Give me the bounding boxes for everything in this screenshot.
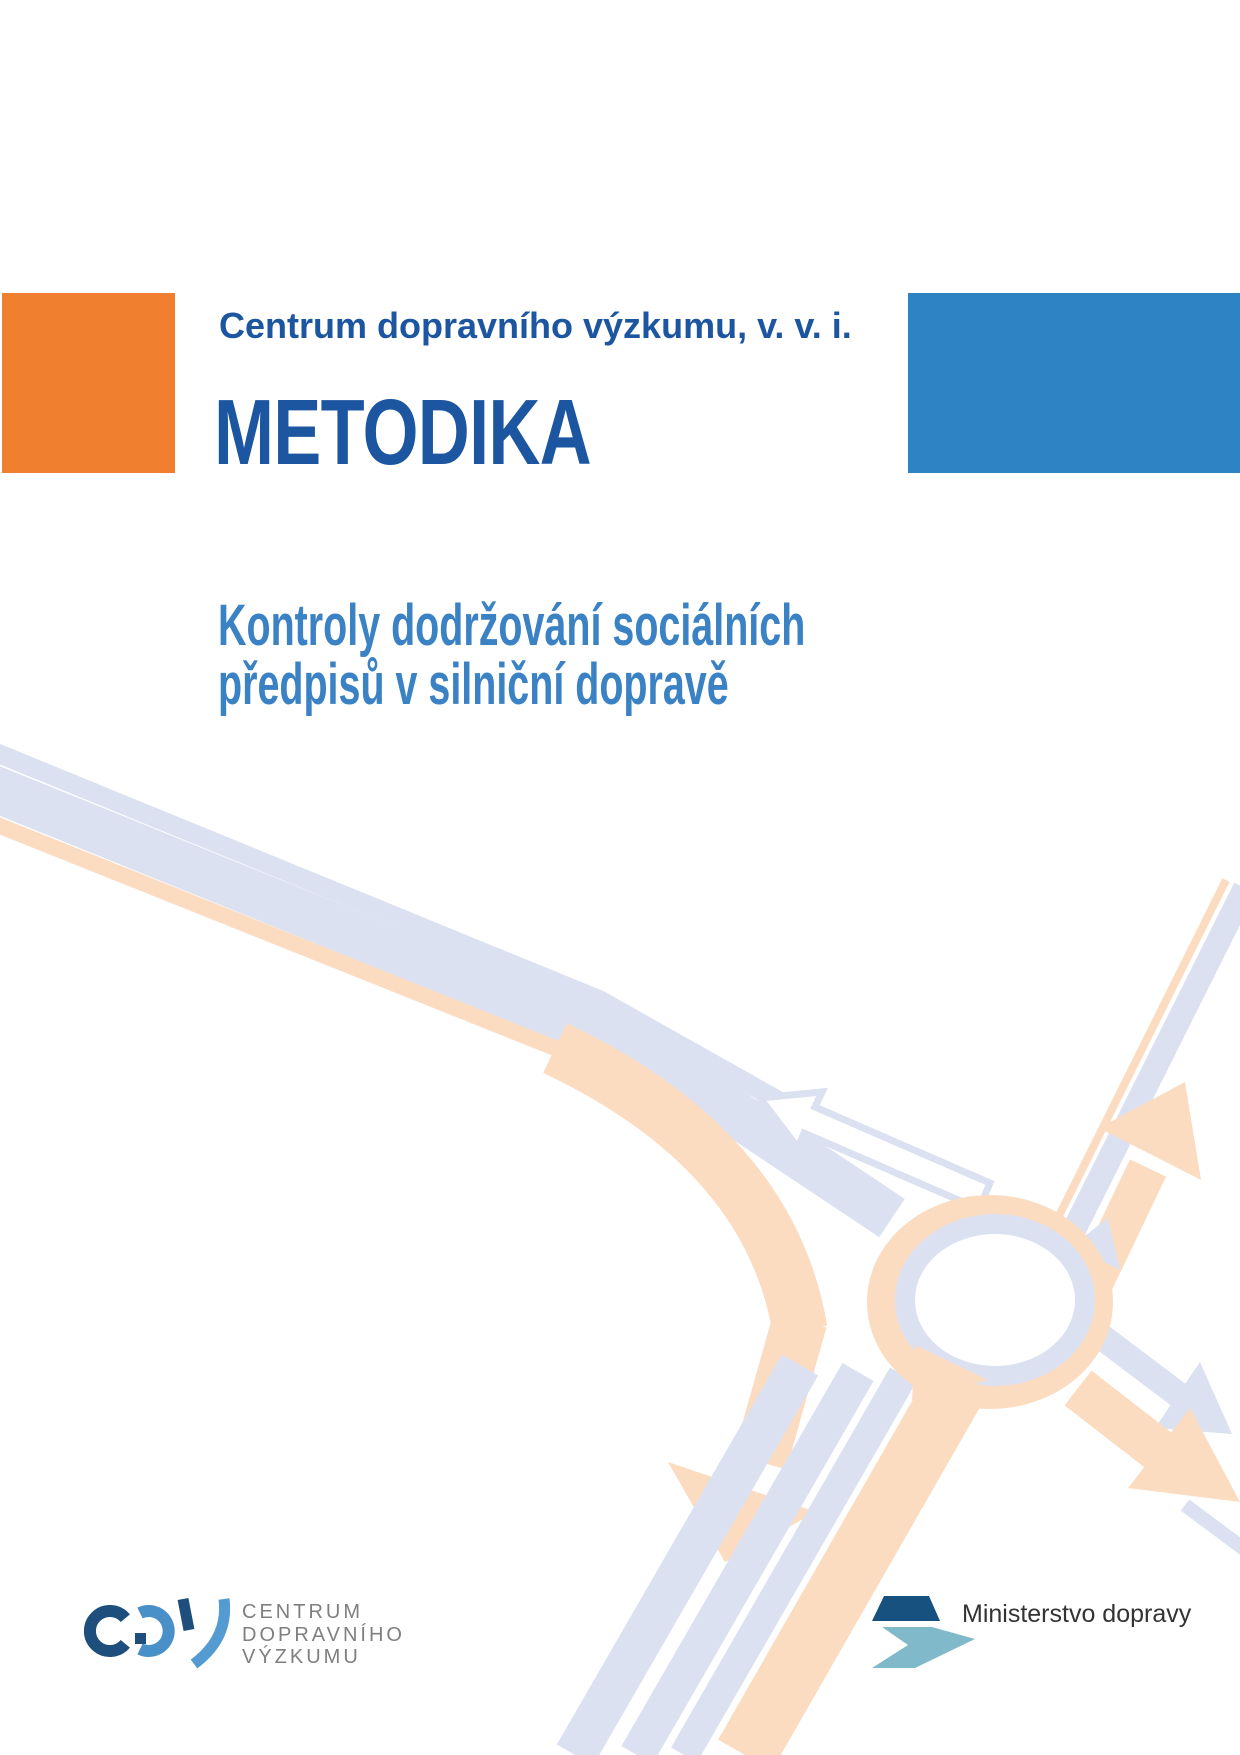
ministry-road-chevrons-icon bbox=[872, 1596, 975, 1668]
ministry-chevron-navy bbox=[872, 1596, 940, 1621]
ministry-chevron-teal bbox=[872, 1627, 975, 1668]
cover-title-line-1: Kontroly dodržování sociálních bbox=[218, 593, 806, 658]
organization-name: Centrum dopravního výzkumu, v. v. i. bbox=[219, 305, 852, 346]
cover-title-line-2: předpisů v silniční dopravě bbox=[218, 652, 729, 717]
cdv-text-line-1: CENTRUM bbox=[242, 1601, 363, 1623]
document-type-title: METODIKA bbox=[214, 380, 591, 484]
cdv-text-line-2: DOPRAVNÍHO bbox=[242, 1623, 405, 1646]
ministry-label: Ministerstvo dopravy bbox=[962, 1600, 1192, 1628]
cdv-text-line-3: VÝZKUMU bbox=[242, 1646, 361, 1669]
